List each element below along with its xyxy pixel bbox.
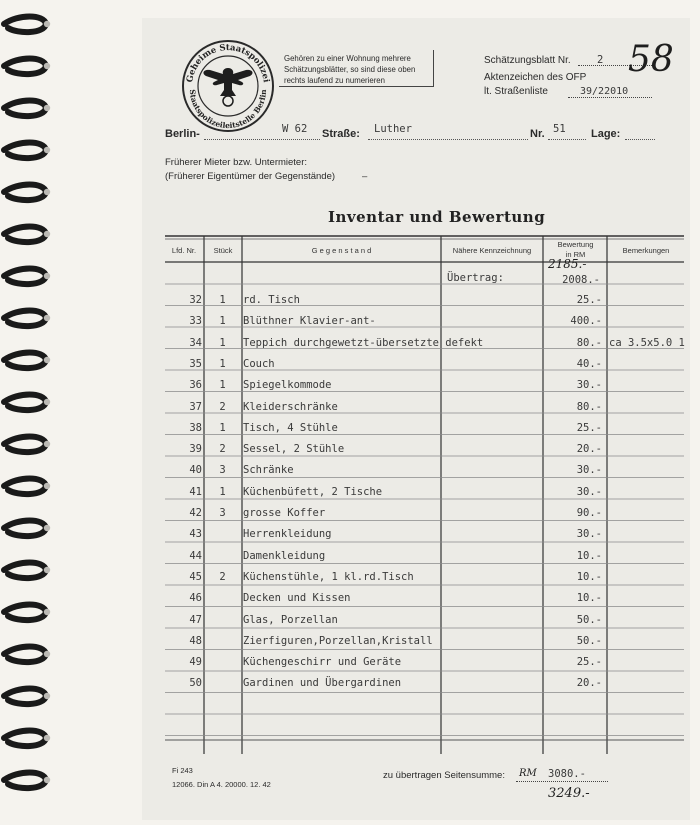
former-owner-dash: – — [362, 171, 368, 182]
table-row — [0, 550, 700, 572]
row-number: 39 — [189, 443, 202, 456]
row-item: Spiegelkommode — [243, 379, 332, 392]
strassenliste-label: lt. Straßenliste — [484, 86, 548, 97]
handwritten-total: 3249.- — [548, 786, 590, 801]
table-row — [0, 315, 700, 337]
row-item: Küchengeschirr und Geräte — [243, 656, 402, 669]
row-number: 38 — [189, 421, 202, 434]
table-row — [0, 422, 700, 444]
row-value: 20.- — [576, 677, 602, 690]
row-value: 90.- — [576, 507, 602, 519]
header-bewertung-unit: in RM — [565, 250, 586, 259]
table-row — [0, 677, 700, 699]
table-row — [0, 294, 700, 316]
table-row — [0, 635, 700, 657]
row-quantity: 1 — [219, 357, 226, 370]
city-label: Berlin- — [165, 128, 200, 140]
row-value: 30.- — [576, 528, 602, 541]
row-value: 25.- — [576, 421, 602, 434]
row-number: 43 — [189, 528, 202, 541]
row-value: 30.- — [576, 379, 602, 392]
row-item: Glas, Porzellan — [243, 613, 338, 626]
row-value: 10.- — [576, 592, 602, 605]
row-value: 400.- — [570, 315, 602, 328]
row-value: 50.- — [576, 634, 602, 647]
row-item: Sessel, 2 Stühle — [243, 443, 345, 456]
row-quantity: 1 — [219, 421, 226, 434]
row-item: Küchenbüfett, 2 Tische — [243, 485, 383, 498]
schaetzungsblatt-number: 2 — [597, 54, 604, 66]
strassenliste-value: 39/22010 — [580, 86, 629, 97]
row-number: 36 — [189, 379, 202, 392]
table-row — [0, 379, 700, 401]
row-value: 25.- — [576, 656, 602, 669]
table-row — [0, 592, 700, 614]
carry-over-value: 2008.- — [562, 274, 600, 286]
row-value: 80.- — [576, 336, 602, 349]
row-item: Kleiderschränke — [243, 400, 338, 413]
street-label: Straße: — [322, 128, 360, 140]
district-value: W 62 — [282, 123, 308, 135]
table-row — [0, 337, 700, 359]
row-number: 44 — [189, 549, 202, 562]
row-item: Tisch, 4 Stühle — [243, 421, 338, 434]
row-value: 50.- — [576, 613, 602, 626]
row-number: 40 — [189, 464, 202, 477]
row-number: 47 — [189, 613, 202, 626]
table-row — [0, 656, 700, 678]
row-number: 48 — [189, 634, 202, 647]
row-number: 42 — [189, 507, 202, 519]
row-number: 46 — [189, 592, 202, 605]
row-value: 30.- — [576, 485, 602, 498]
house-number-value: 51 — [553, 123, 566, 135]
table-row — [0, 358, 700, 380]
row-item: Damenkleidung — [243, 549, 326, 562]
row-item: rd. Tisch — [243, 294, 300, 306]
schaetzungsblatt-label: Schätzungsblatt Nr. — [484, 55, 571, 66]
page-sum-value: 3080.- — [548, 768, 586, 780]
row-quantity: 2 — [219, 443, 226, 456]
row-quantity: 2 — [219, 400, 226, 413]
row-value: 25.- — [576, 294, 602, 306]
row-number: 49 — [189, 656, 202, 669]
row-number: 34 — [189, 336, 202, 349]
table-row — [0, 571, 700, 593]
row-item: Herrenkleidung — [243, 528, 332, 541]
former-tenant-label: Früherer Mieter bzw. Untermieter: — [165, 157, 308, 168]
row-quantity: 1 — [219, 379, 226, 392]
aktenzeichen-label: Aktenzeichen des OFP — [484, 72, 587, 83]
table-row — [0, 507, 700, 529]
row-item: Schränke — [243, 464, 294, 477]
header-naehere-kennzeichnung: Nähere Kennzeichnung — [452, 246, 532, 255]
seal-top-text: Geheime Staatspolizei — [185, 43, 271, 84]
row-item: Gardinen und Übergardinen — [243, 677, 402, 690]
header-lfd-nr: Lfd. Nr. — [171, 246, 197, 255]
notice-line: Schätzungsblätter, so sind diese oben — [284, 65, 416, 74]
table-row — [0, 528, 700, 550]
row-item: grosse Koffer — [243, 507, 326, 519]
row-item: Decken und Kissen — [243, 592, 351, 605]
row-value: 10.- — [576, 549, 602, 562]
carry-over-handwritten: 2185.- — [548, 257, 587, 271]
header-stueck: Stück — [213, 246, 233, 255]
seal-bottom-text: Staatspolizeileitstelle Berlin — [187, 89, 269, 131]
row-value: 80.- — [576, 400, 602, 413]
row-quantity: 1 — [219, 336, 226, 349]
form-number: Fi 243 — [172, 766, 193, 775]
row-value: 10.- — [576, 570, 602, 583]
table-row — [0, 464, 700, 486]
table-row — [0, 614, 700, 636]
row-value: 20.- — [576, 443, 602, 456]
row-value: 40.- — [576, 357, 602, 370]
header-gegenstand: G e g e n s t a n d — [311, 246, 372, 255]
row-quantity: 1 — [219, 294, 226, 306]
row-item: Couch — [243, 357, 275, 370]
row-item: Zierfiguren,Porzellan,Kristall — [243, 634, 433, 647]
header-bemerkungen: Bemerkungen — [622, 246, 670, 255]
print-info: 12066. Din A 4. 20000. 12. 42 — [172, 780, 271, 789]
floor-label: Lage: — [591, 128, 621, 140]
row-number: 50 — [189, 677, 202, 690]
table-row — [0, 401, 700, 423]
handwritten-page-number: 58 — [628, 39, 674, 80]
row-quantity: 3 — [219, 464, 226, 477]
row-number: 35 — [189, 357, 202, 370]
row-number: 37 — [189, 400, 202, 413]
notice-line: rechts laufend zu numerieren — [284, 76, 385, 85]
row-quantity: 3 — [219, 507, 226, 519]
row-item: Küchenstühle, 1 kl.rd.Tisch — [243, 570, 414, 583]
carry-over-label: Übertrag: — [447, 272, 504, 284]
table-row — [0, 486, 700, 508]
row-item: Blüthner Klavier-ant- — [243, 315, 376, 328]
row-quantity: 1 — [219, 485, 226, 498]
street-value: Luther — [374, 123, 412, 135]
row-number: 45 — [189, 570, 202, 583]
row-remark: ca 3.5x5.0 1 — [609, 336, 685, 349]
row-number: 33 — [189, 315, 202, 328]
page-sum-label: zu übertragen Seitensumme: — [383, 770, 505, 781]
row-value: 30.- — [576, 464, 602, 477]
page-sum-currency: RM — [519, 768, 537, 779]
row-number: 41 — [189, 485, 202, 498]
table-row — [0, 443, 700, 465]
row-item: Teppich durchgewetzt-übersetzte defekt — [243, 336, 484, 349]
house-number-label: Nr. — [530, 128, 545, 140]
former-owner-label: (Früherer Eigentümer der Gegenstände) — [165, 171, 336, 182]
row-quantity: 2 — [219, 570, 226, 583]
row-number: 32 — [189, 294, 202, 306]
row-quantity: 1 — [219, 315, 226, 328]
document-title: Inventar und Bewertung — [328, 208, 546, 226]
page-sum-line — [516, 781, 608, 782]
notice-line: Gehören zu einer Wohnung mehrere — [284, 54, 411, 63]
header-bewertung: Bewertung — [557, 240, 594, 249]
